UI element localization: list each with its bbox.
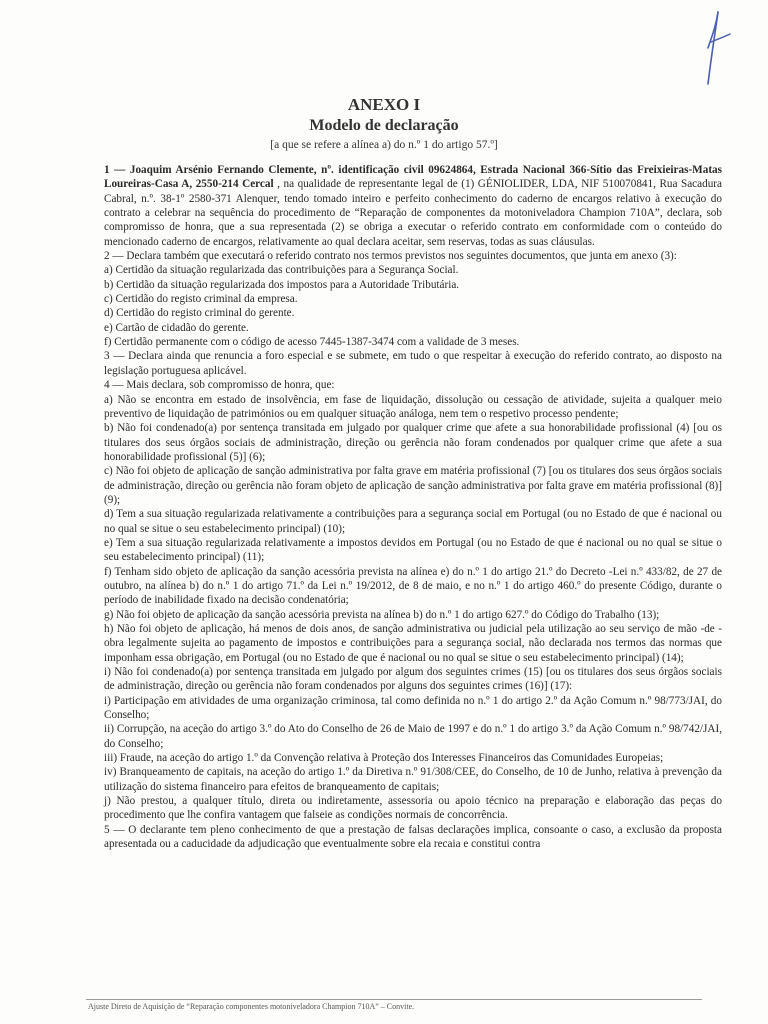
page-title: ANEXO I xyxy=(347,95,421,114)
list-item: d) Certidão do registo criminal do gerente. xyxy=(104,307,295,320)
list-item: iv) Branqueamento de capitais, na aceção do artigo 1.º da Diretiva n.º 91/308/CEE, do Conselho, de 10 de Junho, relativa à prevenção da utilização do sistema financeiro para efeitos de branqueamento de capitais; xyxy=(104,766,722,793)
list-item: i) Não foi condenado(a) por sentença transitada em julgado por algum dos seguintes crimes (15) [ou os titulares dos seus órgãos sociais de administração, direção ou gerência não foram condenados por alguns dos seguintes crimes (16)] (17): xyxy=(104,666,722,693)
page-footer: Ajuste Direto de Aquisição de “Reparação componentes motoniveladora Champion 710A” – Convite. xyxy=(88,1002,415,1011)
intro-paragraph xyxy=(104,163,722,249)
list-item: a) Certidão da situação regularizada das contribuições para a Segurança Social. xyxy=(104,264,459,277)
list-item: f) Certidão permanente com o código de acesso 7445-1387-3474 com a validade de 3 meses. xyxy=(104,336,520,349)
footer-divider xyxy=(86,999,702,1000)
list-item: e) Cartão de cidadão do gerente. xyxy=(104,321,249,334)
list-item: d) Tem a sua situação regularizada relativamente a contribuições para a segurança social em Portugal (ou no Estado de que é nacional ou no qual se situe o seu estabelecimento principal) (10); xyxy=(104,508,722,535)
declaration-body xyxy=(104,163,722,852)
paragraph-2: 2 — Declara também que executará o referido contrato nos termos previstos nos seguintes documentos, que junta em anexo (3): xyxy=(104,250,677,263)
handwritten-initials xyxy=(694,8,734,88)
list-item: c) Certidão do registo criminal da empresa. xyxy=(104,293,298,306)
declarant-identification: 1 — Joaquim Arsénio Fernando Clemente, nº. identificação civil 09624864, Estrada Nacional 366-Sítio das Freixieiras-Matas Loureiras-Casa A, 2550-214 Cercal xyxy=(104,164,722,191)
list-item: iii) Fraude, na aceção do artigo 1.º da Convenção relativa à Proteção dos Interesses Financeiros das Comunidades Europeias; xyxy=(104,752,664,765)
list-item: b) Certidão da situação regularizada dos impostos para a Autoridade Tributária. xyxy=(104,278,460,291)
list-item: c) Não foi objeto de aplicação de sanção administrativa por falta grave em matéria profissional (7) [ou os titulares dos seus órgãos sociais de administração, direção ou gerência não foram objeto de aplicação de sanção administrativa por falta grave em matéria profissional (8)] (9); xyxy=(104,465,722,506)
list-item: a) Não se encontra em estado de insolvência, em fase de liquidação, dissolução ou cessação de atividade, sujeita a qualquer meio preventivo de liquidação de patrimónios ou em qualquer situação análoga, nem tem o respetivo processo pendente; xyxy=(104,393,722,420)
paragraph-3: 3 — Declara ainda que renuncia a foro especial e se submete, em tudo o que respeitar à execução do referido contrato, ao disposto na legislação portuguesa aplicável. xyxy=(104,350,722,377)
list-item: b) Não foi condenado(a) por sentença transitada em julgado por qualquer crime que afete a sua honorabilidade profissional (4) [ou os titulares dos seus órgãos sociais de administração, direção ou gerência não foram condenados por qualquer crime que afete a sua honorabilidade profissional (5)] (6); xyxy=(104,422,722,463)
page-subtitle: Modelo de declaração xyxy=(309,117,459,134)
list-item: j) Não prestou, a qualquer título, direta ou indiretamente, assessoria ou apoio técnico na preparação e elaboração das peças do procedimento que lhe confira vantagem que falseie as condições normais de concorrência. xyxy=(104,795,722,822)
paragraph-4: 4 — Mais declara, sob compromisso de honra, que: xyxy=(104,379,335,392)
paragraph-5: 5 — O declarante tem pleno conhecimento de que a prestação de falsas declarações implica, consoante o caso, a exclusão da proposta apresentada ou a caducidade da adjudicação que eventualmente sobre ela recaia e constitui contra xyxy=(104,823,722,851)
list-item: h) Não foi objeto de aplicação, há menos de dois anos, de sanção administrativa ou judicial pela utilização ao seu serviço de mão -de -obra legalmente sujeita ao pagamento de impostos e contribuições para a segurança social, não declarada nos termos das normas que imponham essa obrigação, em Portugal (ou no Estado de que é nacional ou no qual se situe o seu estabelecimento principal) (14); xyxy=(104,623,722,664)
list-item: f) Tenham sido objeto de aplicação da sanção acessória prevista na alínea e) do n.º 1 do artigo 21.º do Decreto -Lei n.º 433/82, de 27 de outubro, na alínea b) do n.º 1 do artigo 71.º da Lei n.º 19/2012, de 8 de maio, e no n.º 1 do artigo 460.º do presente Código, durante o período de inabilidade fixado na decisão condenatória; xyxy=(104,565,722,607)
list-item: ii) Corrupção, na aceção do artigo 3.º do Ato do Conselho de 26 de Maio de 1997 e do n.º 1 do artigo 3.º da Ação Comum n.º 98/742/JAI, do Conselho; xyxy=(104,723,722,750)
intro-text: , na qualidade de representante legal de (1) GÉNIOLIDER, LDA, NIF 510070841, Rua Sacadura Cabral, n.º. 38-1º 2580-371 Alenquer, tendo tomado inteiro e perfeito conhecimento do caderno de encargos relativo à execução do contrato a celebrar na sequência do procedimento de “Reparação de componentes da motoniveladora Champion 710A”, declara, sob compromisso de honra, que a sua representada (2) se obriga a executar o referido contrato em conformidade com o conteúdo do mencionado caderno de encargos, relativamente ao qual declara aceitar, sem reservas, todas as suas cláusulas. xyxy=(104,178,722,248)
list-item: e) Tem a sua situação regularizada relativamente a impostos devidos em Portugal (ou no Estado de que é nacional ou no qual se situe o seu estabelecimento principal) (11); xyxy=(104,536,722,564)
list-item: g) Não foi objeto de aplicação da sanção acessória prevista na alínea b) do n.º 1 do artigo 627.º do Código do Trabalho (13); xyxy=(104,608,660,621)
article-reference: [a que se refere a alínea a) do n.º 1 do artigo 57.º] xyxy=(270,139,498,151)
list-item: i) Participação em atividades de uma organização criminosa, tal como definida no n.º 1 do artigo 2.º da Ação Comum n.º 98/773/JAI, do Conselho; xyxy=(104,694,722,722)
